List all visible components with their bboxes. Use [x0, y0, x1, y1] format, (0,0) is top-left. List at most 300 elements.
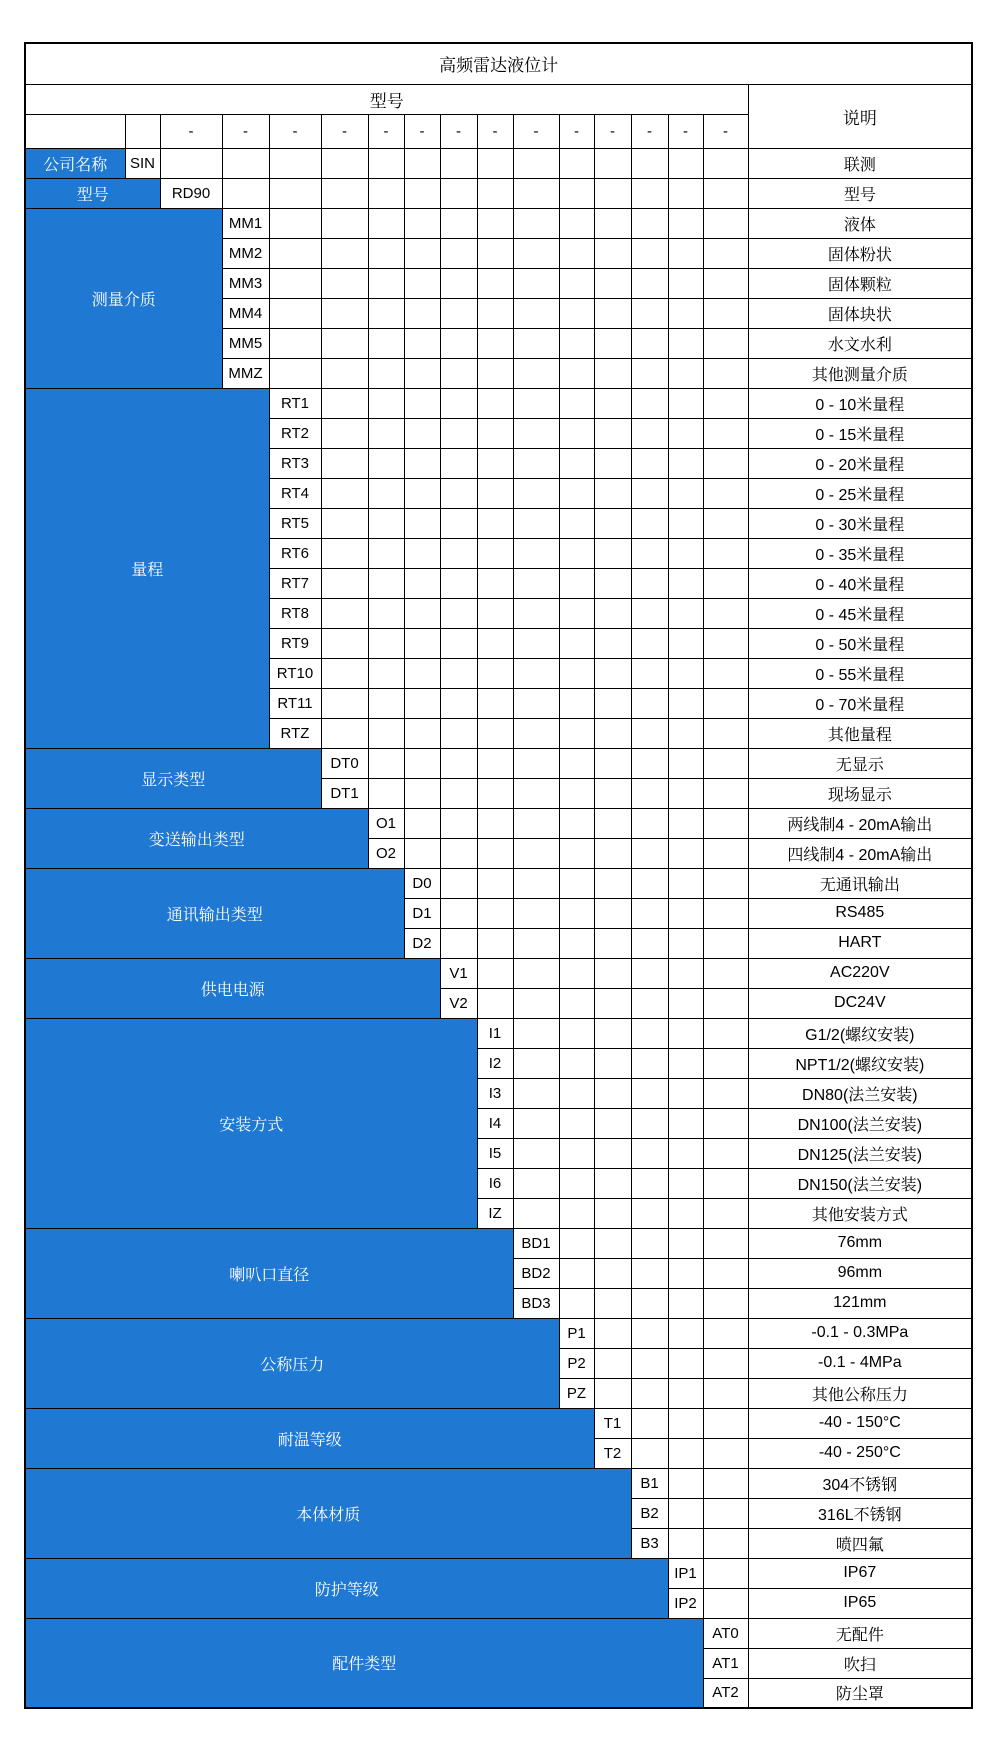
empty-cell [321, 418, 368, 448]
empty-cell [368, 238, 404, 268]
category-cell: 通讯输出类型 [25, 868, 404, 958]
empty-cell [477, 808, 513, 838]
code-cell: I4 [477, 1108, 513, 1138]
empty-cell [703, 778, 748, 808]
empty-cell [368, 658, 404, 688]
separator-cell: - [368, 114, 404, 148]
description-cell: 0 - 55米量程 [748, 658, 972, 688]
empty-cell [594, 718, 631, 748]
empty-cell [594, 418, 631, 448]
empty-cell [631, 1078, 668, 1108]
empty-cell [368, 178, 404, 208]
empty-cell [321, 448, 368, 478]
empty-cell [404, 418, 440, 448]
empty-cell [477, 328, 513, 358]
empty-cell [559, 988, 594, 1018]
code-cell: PZ [559, 1378, 594, 1408]
code-cell: RT11 [269, 688, 321, 718]
empty-cell [559, 268, 594, 298]
table-row [25, 1558, 972, 1588]
code-cell: BD3 [513, 1288, 559, 1318]
empty-cell [559, 1138, 594, 1168]
category-cell: 量程 [25, 388, 269, 748]
empty-cell [404, 448, 440, 478]
code-cell: B2 [631, 1498, 668, 1528]
description-cell: 0 - 50米量程 [748, 628, 972, 658]
empty-cell [477, 988, 513, 1018]
empty-cell [668, 538, 703, 568]
table-row [25, 958, 972, 988]
empty-cell [668, 358, 703, 388]
empty-cell [668, 928, 703, 958]
empty-cell [668, 1318, 703, 1348]
empty-cell [668, 1468, 703, 1498]
code-cell: I5 [477, 1138, 513, 1168]
empty-cell [668, 958, 703, 988]
empty-cell [440, 418, 477, 448]
empty-cell [440, 868, 477, 898]
empty-cell [477, 298, 513, 328]
empty-cell [631, 808, 668, 838]
empty-cell [513, 688, 559, 718]
empty-cell [631, 1168, 668, 1198]
empty-cell [668, 1228, 703, 1258]
category-cell: 配件类型 [25, 1618, 703, 1708]
description-cell: NPT1/2(螺纹安装) [748, 1048, 972, 1078]
empty-cell [631, 778, 668, 808]
description-cell: IP67 [748, 1558, 972, 1588]
description-cell: 0 - 45米量程 [748, 598, 972, 628]
empty-cell [668, 418, 703, 448]
code-cell: B3 [631, 1528, 668, 1558]
empty-cell [368, 448, 404, 478]
empty-cell [269, 268, 321, 298]
empty-cell [559, 568, 594, 598]
code-cell: DT1 [321, 778, 368, 808]
empty-cell [703, 1138, 748, 1168]
empty-cell [404, 718, 440, 748]
empty-cell [559, 478, 594, 508]
empty-cell [321, 298, 368, 328]
category-cell: 安装方式 [25, 1018, 477, 1228]
description-cell: 固体粉状 [748, 238, 972, 268]
empty-cell [668, 298, 703, 328]
empty-cell [668, 178, 703, 208]
description-cell: 液体 [748, 208, 972, 238]
description-cell: HART [748, 928, 972, 958]
empty-cell [703, 1498, 748, 1528]
empty-cell [513, 1048, 559, 1078]
empty-cell [404, 508, 440, 538]
empty-cell [269, 208, 321, 238]
empty-cell [594, 148, 631, 178]
empty-cell [25, 114, 125, 148]
description-cell: 121mm [748, 1288, 972, 1318]
empty-cell [477, 898, 513, 928]
empty-cell [631, 388, 668, 418]
empty-cell [404, 298, 440, 328]
category-cell: 测量介质 [25, 208, 222, 388]
separator-cell: - [160, 114, 222, 148]
description-cell: DN100(法兰安装) [748, 1108, 972, 1138]
empty-cell [594, 508, 631, 538]
empty-cell [477, 388, 513, 418]
code-cell: RT3 [269, 448, 321, 478]
empty-cell [513, 298, 559, 328]
empty-cell [594, 838, 631, 868]
empty-cell [559, 928, 594, 958]
code-cell: D1 [404, 898, 440, 928]
category-cell: 防护等级 [25, 1558, 668, 1618]
empty-cell [513, 718, 559, 748]
empty-cell [703, 928, 748, 958]
empty-cell [477, 538, 513, 568]
empty-cell [631, 1348, 668, 1378]
empty-cell [477, 148, 513, 178]
empty-cell [631, 1018, 668, 1048]
table-row [25, 1318, 972, 1348]
description-cell: DN80(法兰安装) [748, 1078, 972, 1108]
empty-cell [477, 178, 513, 208]
empty-cell [477, 478, 513, 508]
empty-cell [631, 1048, 668, 1078]
empty-cell [321, 538, 368, 568]
empty-cell [321, 388, 368, 418]
category-cell: 耐温等级 [25, 1408, 594, 1468]
empty-cell [559, 898, 594, 928]
empty-cell [269, 238, 321, 268]
empty-cell [513, 508, 559, 538]
empty-cell [594, 538, 631, 568]
empty-cell [594, 268, 631, 298]
code-cell: B1 [631, 1468, 668, 1498]
empty-cell [703, 1408, 748, 1438]
empty-cell [703, 1348, 748, 1378]
code-cell: MM3 [222, 268, 269, 298]
separator-cell: - [440, 114, 477, 148]
description-cell: 0 - 35米量程 [748, 538, 972, 568]
empty-cell [559, 358, 594, 388]
empty-cell [440, 748, 477, 778]
empty-cell [513, 808, 559, 838]
description-cell: 型号 [748, 178, 972, 208]
empty-cell [594, 1018, 631, 1048]
separator-cell: - [404, 114, 440, 148]
description-cell: 0 - 25米量程 [748, 478, 972, 508]
empty-cell [125, 114, 160, 148]
empty-cell [703, 958, 748, 988]
empty-cell [477, 748, 513, 778]
empty-cell [513, 268, 559, 298]
empty-cell [668, 808, 703, 838]
empty-cell [321, 718, 368, 748]
empty-cell [703, 838, 748, 868]
empty-cell [513, 568, 559, 598]
model-header: 型号 [25, 84, 748, 114]
empty-cell [440, 148, 477, 178]
empty-cell [631, 178, 668, 208]
empty-cell [631, 628, 668, 658]
description-cell: G1/2(螺纹安装) [748, 1018, 972, 1048]
empty-cell [321, 508, 368, 538]
empty-cell [631, 1288, 668, 1318]
empty-cell [513, 358, 559, 388]
empty-cell [631, 748, 668, 778]
code-cell: RT1 [269, 388, 321, 418]
empty-cell [513, 538, 559, 568]
empty-cell [703, 1228, 748, 1258]
empty-cell [631, 298, 668, 328]
empty-cell [477, 958, 513, 988]
empty-cell [477, 448, 513, 478]
empty-cell [321, 238, 368, 268]
empty-cell [440, 388, 477, 418]
empty-cell [594, 1348, 631, 1378]
empty-cell [321, 148, 368, 178]
empty-cell [631, 1438, 668, 1468]
empty-cell [703, 268, 748, 298]
empty-cell [368, 358, 404, 388]
empty-cell [594, 988, 631, 1018]
description-cell: 0 - 20米量程 [748, 448, 972, 478]
empty-cell [559, 598, 594, 628]
description-cell: 316L不锈钢 [748, 1498, 972, 1528]
empty-cell [440, 358, 477, 388]
empty-cell [703, 1018, 748, 1048]
empty-cell [631, 268, 668, 298]
empty-cell [594, 868, 631, 898]
empty-cell [404, 808, 440, 838]
empty-cell [559, 808, 594, 838]
empty-cell [513, 778, 559, 808]
empty-cell [631, 958, 668, 988]
table-row [25, 1018, 972, 1048]
empty-cell [321, 598, 368, 628]
empty-cell [594, 1168, 631, 1198]
empty-cell [668, 598, 703, 628]
empty-cell [321, 478, 368, 508]
empty-cell [269, 358, 321, 388]
empty-cell [631, 598, 668, 628]
empty-cell [440, 928, 477, 958]
empty-cell [631, 718, 668, 748]
description-cell: 0 - 40米量程 [748, 568, 972, 598]
code-cell: SIN [125, 148, 160, 178]
empty-cell [631, 988, 668, 1018]
empty-cell [477, 268, 513, 298]
empty-cell [269, 328, 321, 358]
empty-cell [594, 1048, 631, 1078]
code-cell: AT0 [703, 1618, 748, 1648]
empty-cell [631, 658, 668, 688]
empty-cell [594, 568, 631, 598]
empty-cell [368, 478, 404, 508]
empty-cell [513, 748, 559, 778]
code-cell: RT2 [269, 418, 321, 448]
code-cell: V1 [440, 958, 477, 988]
code-cell: MMZ [222, 358, 269, 388]
empty-cell [631, 328, 668, 358]
description-cell: 其他安装方式 [748, 1198, 972, 1228]
separator-cell: - [222, 114, 269, 148]
empty-cell [559, 838, 594, 868]
empty-cell [513, 148, 559, 178]
empty-cell [440, 628, 477, 658]
empty-cell [404, 178, 440, 208]
code-cell: RTZ [269, 718, 321, 748]
empty-cell [321, 328, 368, 358]
empty-cell [559, 418, 594, 448]
empty-cell [559, 328, 594, 358]
empty-cell [321, 268, 368, 298]
empty-cell [703, 538, 748, 568]
empty-cell [668, 388, 703, 418]
empty-cell [559, 178, 594, 208]
description-cell: 0 - 30米量程 [748, 508, 972, 538]
empty-cell [368, 688, 404, 718]
empty-cell [668, 1168, 703, 1198]
empty-cell [404, 628, 440, 658]
empty-cell [559, 1048, 594, 1078]
empty-cell [477, 688, 513, 718]
empty-cell [703, 568, 748, 598]
category-cell: 显示类型 [25, 748, 321, 808]
empty-cell [513, 898, 559, 928]
empty-cell [513, 598, 559, 628]
empty-cell [668, 1078, 703, 1108]
empty-cell [559, 658, 594, 688]
empty-cell [269, 148, 321, 178]
empty-cell [222, 148, 269, 178]
empty-cell [368, 748, 404, 778]
code-cell: D2 [404, 928, 440, 958]
code-cell: P2 [559, 1348, 594, 1378]
empty-cell [703, 688, 748, 718]
empty-cell [594, 1288, 631, 1318]
empty-cell [631, 538, 668, 568]
table-row [25, 1618, 972, 1648]
empty-cell [668, 898, 703, 928]
empty-cell [559, 1108, 594, 1138]
table-row [25, 1408, 972, 1438]
empty-cell [559, 298, 594, 328]
empty-cell [631, 1378, 668, 1408]
empty-cell [368, 328, 404, 358]
empty-cell [703, 1378, 748, 1408]
empty-cell [477, 208, 513, 238]
empty-cell [404, 688, 440, 718]
empty-cell [559, 868, 594, 898]
empty-cell [631, 238, 668, 268]
code-cell: D0 [404, 868, 440, 898]
empty-cell [404, 148, 440, 178]
empty-cell [269, 298, 321, 328]
empty-cell [594, 748, 631, 778]
empty-cell [703, 478, 748, 508]
empty-cell [440, 598, 477, 628]
code-cell: MM4 [222, 298, 269, 328]
empty-cell [668, 568, 703, 598]
empty-cell [477, 628, 513, 658]
empty-cell [404, 538, 440, 568]
empty-cell [513, 1198, 559, 1228]
empty-cell [513, 448, 559, 478]
empty-cell [594, 1198, 631, 1228]
separator-cell: - [269, 114, 321, 148]
empty-cell [513, 478, 559, 508]
empty-cell [477, 238, 513, 268]
empty-cell [513, 178, 559, 208]
empty-cell [594, 1228, 631, 1258]
empty-cell [703, 1258, 748, 1288]
empty-cell [368, 268, 404, 298]
empty-cell [477, 718, 513, 748]
empty-cell [440, 508, 477, 538]
empty-cell [594, 898, 631, 928]
description-cell: 两线制4 - 20mA输出 [748, 808, 972, 838]
empty-cell [594, 1108, 631, 1138]
model-selection-table [24, 42, 973, 1709]
empty-cell [404, 598, 440, 628]
empty-cell [631, 1198, 668, 1228]
code-cell: O2 [368, 838, 404, 868]
empty-cell [668, 1018, 703, 1048]
code-cell: I3 [477, 1078, 513, 1108]
code-cell: RT4 [269, 478, 321, 508]
empty-cell [404, 268, 440, 298]
description-cell: 无配件 [748, 1618, 972, 1648]
empty-cell [594, 1318, 631, 1348]
empty-cell [513, 868, 559, 898]
empty-cell [703, 988, 748, 1018]
empty-cell [513, 1078, 559, 1108]
description-cell: DN150(法兰安装) [748, 1168, 972, 1198]
empty-cell [703, 388, 748, 418]
table-row [25, 148, 972, 178]
code-cell: RT6 [269, 538, 321, 568]
empty-cell [321, 178, 368, 208]
table-row [25, 808, 972, 838]
empty-cell [668, 238, 703, 268]
empty-cell [513, 628, 559, 658]
category-cell: 公称压力 [25, 1318, 559, 1408]
separator-cell: - [631, 114, 668, 148]
title-row [25, 43, 972, 84]
description-cell: 现场显示 [748, 778, 972, 808]
code-cell: BD2 [513, 1258, 559, 1288]
empty-cell [594, 1138, 631, 1168]
empty-cell [513, 388, 559, 418]
empty-cell [594, 328, 631, 358]
empty-cell [631, 928, 668, 958]
empty-cell [594, 448, 631, 478]
empty-cell [703, 1558, 748, 1588]
description-cell: IP65 [748, 1588, 972, 1618]
code-cell: AT1 [703, 1648, 748, 1678]
empty-cell [594, 478, 631, 508]
empty-cell [477, 598, 513, 628]
description-cell: 其他公称压力 [748, 1378, 972, 1408]
empty-cell [368, 598, 404, 628]
empty-cell [513, 328, 559, 358]
empty-cell [440, 178, 477, 208]
empty-cell [631, 1258, 668, 1288]
empty-cell [404, 568, 440, 598]
empty-cell [269, 178, 321, 208]
empty-cell [668, 838, 703, 868]
empty-cell [703, 448, 748, 478]
code-cell: RT8 [269, 598, 321, 628]
